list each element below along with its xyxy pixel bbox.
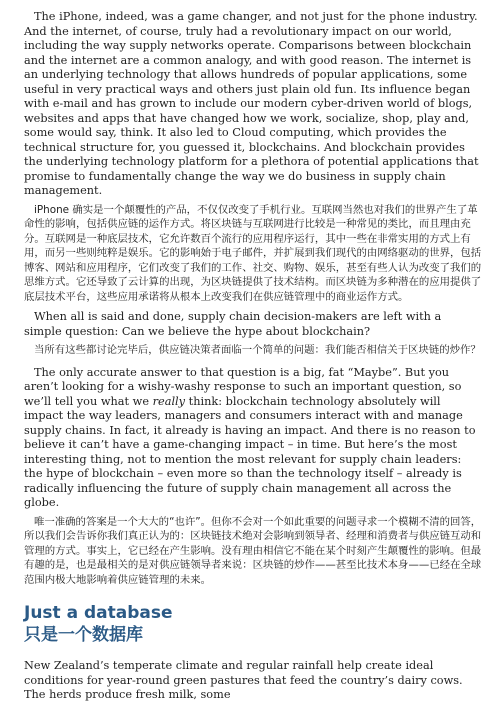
maybe-text-a: The only accurate answer to that question is a big, fat “Maybe”. But you aren’t looking for a wishy-washy response to such an important question, so we’ll tell you what we xyxy=(24,365,462,408)
paragraph-maybe-zh: 唯一准确的答案是一个大大的“也许”。但你不会对一个如此重要的问题寻求一个模糊不清的回答，所以我们会告诉你我们真正认为的：区块链技术绝对会影响到领导者、经理和消费者与供应链互动和管理的方式。事实上，它已经在产生影响。没有理由相信它不能在某个时刻产生颠覆性的影响。但最有趣的是，也是最相关的是对供应链领导者来说：区块链的炒作——甚至比技术本身——已经在全球范围内极大地影响着供应链管理的未来。 xyxy=(24,515,482,586)
section-heading-en: Just a database xyxy=(24,603,173,623)
paragraph-hype-question-zh: 当所有这些都讨论完毕后，供应链决策者面临一个简单的问题：我们能否相信关于区块链的炒作？ xyxy=(34,344,481,356)
paragraph-new-zealand-en: New Zealand’s temperate climate and regular rainfall help create ideal conditions for year-round green pastures that feed the country’s dairy cows. The herds produce fresh milk, some xyxy=(24,659,463,701)
paragraph-hype-question-en: When all is said and done, supply chain decision-makers are left with a simple question: Can we believe the hype about blockchain? xyxy=(24,310,442,338)
maybe-text-b: think: blockchain technology absolutely will impact the way leaders, managers and consumers interact with and manage supply chains. In fact, it already is having an impact. And there is no reason to believe it can’t have a game-changing impact – in time. But here’s the most interesting thing, not to mention the most relevant for supply chain leaders: the hype of blockchain – even more so than the technology itself – already is radically influencing the future of supply chain management all across the globe. xyxy=(24,394,476,509)
paragraph-iphone-en: The iPhone, indeed, was a game changer, and not just for the phone industry. And the internet, of course, truly had a revolutionary impact on our world, including the way supply networks operate. Comparisons between blockchain and the internet are a common analogy, and with good reason. The internet is an underlying technology that allows hundreds of popular applications, some useful in very practical ways and others just plain old fun. Its influence began with e-mail and has grown to include our modern cyber-driven world of blogs, websites and apps that have changed how we work, socialize, shop, play and, some would say, think. It also led to Cloud computing, which provides the technical structure for, you guessed it, blockchains. And blockchain provides the underlying technology platform for a plethora of potential applications that promise to fundamentally change the way we do business in supply chain management. xyxy=(24,10,479,197)
emphasis-really: really xyxy=(152,394,186,408)
section-heading-zh: 只是一个数据库 xyxy=(24,625,143,645)
paragraph-maybe-en xyxy=(24,366,482,511)
paragraph-iphone-zh: iPhone 确实是一个颠覆性的产品，不仅仅改变了手机行业。互联网当然也对我们的世界产生了革命性的影响，包括供应链的运作方式。将区块链与互联网进行比较是一种常见的类比，而且理由充分。互联网是一种底层技术，它允许数百个流行的应用程序运行，其中一些在非常实用的方式上有用，而另一些则纯粹是娱乐。它的影响始于电子邮件，并扩展到我们现代的由网络驱动的世界，包括博客、网站和应用程序，它们改变了我们的工作、社交、购物、娱乐，甚至有些人认为改变了我们的思维方式。它还导致了云计算的出现，为区块链提供了技术结构。而区块链为多种潜在的应用提供了底层技术平台，这些应用承诺将从根本上改变我们在供应链管理中的商业运作方式。 xyxy=(24,203,482,303)
